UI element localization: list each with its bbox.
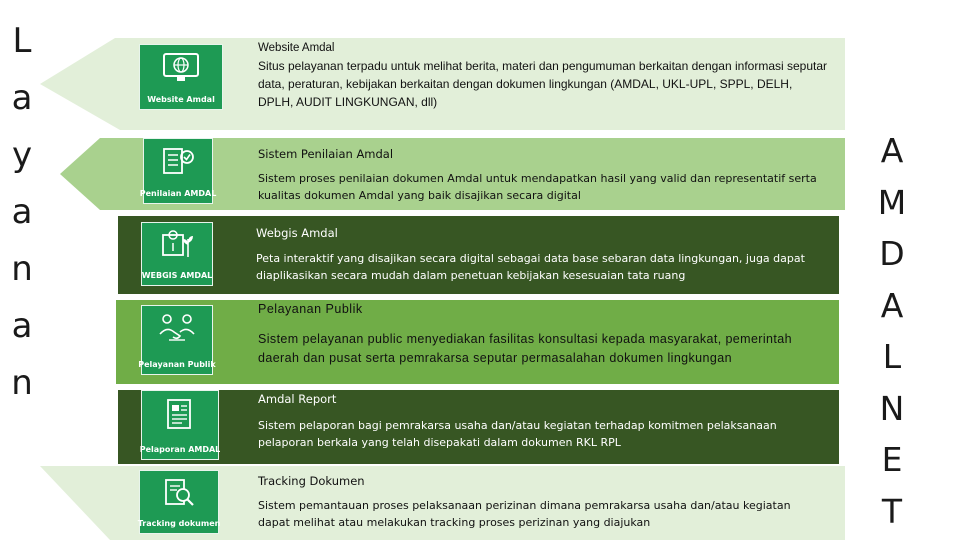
tile-label: WEBGIS AMDAL	[142, 271, 213, 280]
left-letter: a	[2, 195, 42, 252]
tracking-dokumen-tile[interactable]	[139, 470, 219, 534]
left-letter: n	[2, 366, 42, 423]
handshake-people-icon	[157, 312, 197, 346]
left-letter: L	[2, 24, 42, 81]
row-title: Webgis Amdal	[256, 226, 338, 240]
right-letter: E	[868, 443, 916, 495]
left-letter: a	[2, 309, 42, 366]
left-letter: a	[2, 81, 42, 138]
row-description: Sistem pemantauan proses pelaksanaan perizinan dimana pemrakarsa usaha dan/atau kegiatan dapat melihat atau melakukan tracking proses perizinan yang diajukan	[258, 497, 818, 531]
tile-label: Pelaporan AMDAL	[140, 445, 221, 454]
tile-label: Tracking dokumen	[138, 519, 221, 528]
right-letter: D	[868, 237, 916, 289]
website-amdal-tile[interactable]	[139, 44, 223, 110]
tile-label: Pelayanan Publik	[138, 360, 215, 369]
row-title: Sistem Penilaian Amdal	[258, 147, 393, 161]
row-title: Amdal Report	[258, 392, 336, 406]
map-pin-plant-icon	[159, 229, 195, 261]
left-letter: y	[2, 138, 42, 195]
assessment-building-check-icon	[160, 145, 196, 177]
row-description: Sistem proses penilaian dokumen Amdal untuk mendapatkan hasil yang valid dan representatif serta kualitas dokumen Amdal yang baik disajikan secara digital	[258, 170, 823, 204]
report-document-icon	[162, 397, 198, 431]
pelayanan-publik-tile[interactable]	[141, 305, 213, 375]
pelaporan-amdal-tile[interactable]	[141, 390, 219, 460]
row-title: Pelayanan Publik	[258, 302, 363, 316]
row-description: Situs pelayanan terpadu untuk melihat berita, materi dan pengumuman berkaitan dengan informasi seputar data, peraturan, kebijakan berkaitan dengan dokumen lingkungan (AMDAL, UKL-UPL, SPPL, DELH, DPLH, AUDIT LINGKUNGAN, dll)	[258, 57, 828, 111]
row-title: Tracking Dokumen	[258, 474, 365, 488]
left-letter: n	[2, 252, 42, 309]
right-letter: A	[868, 134, 916, 186]
right-letter: T	[868, 495, 916, 546]
right-letter: N	[868, 392, 916, 444]
right-letter: L	[868, 340, 916, 392]
row-description: Sistem pelayanan public menyediakan fasilitas konsultasi kepada masyarakat, pemerintah daerah dan pusat serta pemrakarsa seputar permasalahan dokumen lingkungan	[258, 330, 798, 368]
tracking-magnifier-document-icon	[161, 477, 197, 509]
tile-label: Penilaian AMDAL	[140, 189, 217, 198]
right-letter: M	[868, 186, 916, 238]
right-letter: A	[868, 289, 916, 341]
webgis-amdal-tile[interactable]	[141, 222, 213, 286]
right-vertical-word	[868, 134, 916, 546]
row-description: Peta interaktif yang disajikan secara digital sebagai data base sebaran data lingkungan, juga dapat diaplikasikan secara mudah dalam penetuan kebijakan kesesuaian tata ruang	[256, 250, 831, 284]
tile-label: Website Amdal	[147, 95, 215, 104]
website-monitor-globe-icon	[161, 51, 201, 85]
row-title: Website Amdal	[258, 42, 335, 54]
row-description: Sistem pelaporan bagi pemrakarsa usaha dan/atau kegiatan terhadap komitmen pelaksanaan pelaporan berkala yang telah disepakati dalam dokumen RKL RPL	[258, 417, 818, 451]
penilaian-amdal-tile[interactable]	[143, 138, 213, 204]
